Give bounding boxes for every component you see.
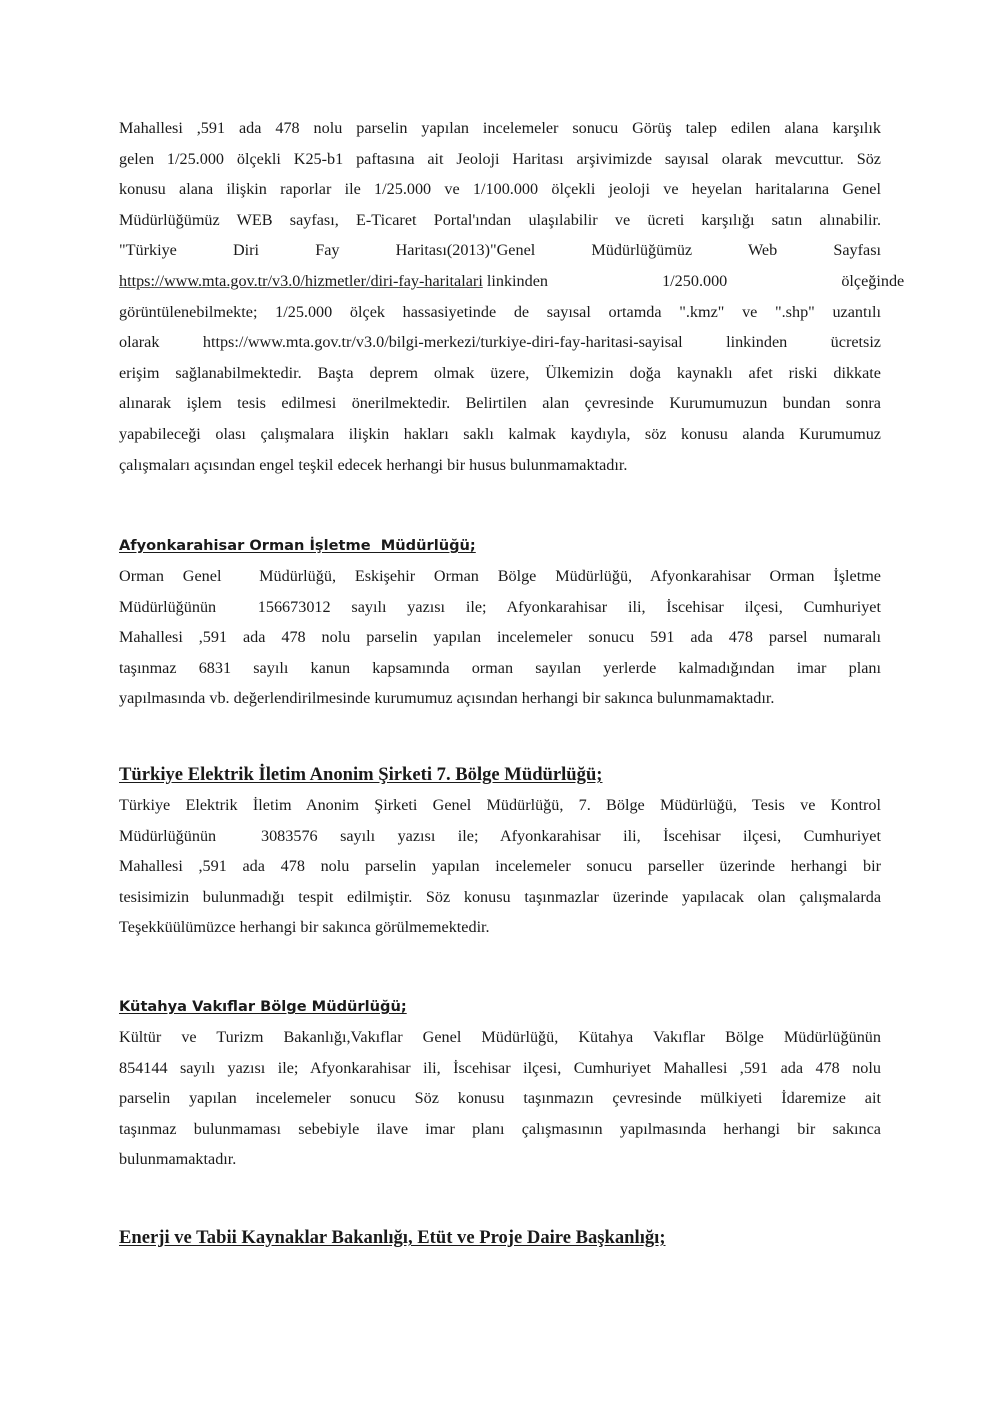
section-heading: Enerji ve Tabii Kaynaklar Bakanlığı, Etüt ve Proje Daire Başkanlığı; <box>119 1227 666 1248</box>
text-line: Kültür ve Turizm Bakanlığı,Vakıflar Genel Müdürlüğü, Kütahya Vakıflar Bölge Müdürlüğünün <box>119 1028 881 1046</box>
text-line: tesisimizin bulunmadığı tespit edilmiştir. Söz konusu taşınmazlar üzerinde yapılacak olan çalışmalarda <box>119 887 881 906</box>
section-heading: Türkiye Elektrik İletim Anonim Şirketi 7. Bölge Müdürlüğü; <box>119 764 603 785</box>
text-line: Türkiye Elektrik İletim Anonim Şirketi Genel Müdürlüğü, 7. Bölge Müdürlüğü, Tesis ve Kontrol <box>119 796 881 814</box>
section-heading: Kütahya Vakıflar Bölge Müdürlüğü; <box>119 998 407 1015</box>
text-line: gelen 1/25.000 ölçekli K25-b1 paftasına ait Jeoloji Haritası arşivimizde sayısal olarak mevcuttur. Söz <box>119 149 881 168</box>
text-line: yapılmasında vb. değerlendirilmesinde kurumumuz açısından herhangi bir sakınca bulunmamaktadır. <box>119 689 775 708</box>
section-teias <box>119 760 881 943</box>
text-line: taşınmaz bulunmaması sebebiyle ilave imar planı çalışmasının yapılmasında herhangi bir sakınca <box>119 1119 881 1138</box>
text-line: görüntülenebilmekte; 1/25.000 ölçek hassasiyetinde de sayısal ortamda ".kmz" ve ".shp" uzantılı <box>119 302 881 321</box>
section-body <box>119 790 881 943</box>
section-vakiflar <box>119 992 881 1175</box>
section-body <box>119 1022 881 1175</box>
text-line: Müdürlüğümüz WEB sayfası, E-Ticaret Portal'ından ulaşılabilir ve ücreti karşılığı satın alınabilir. <box>119 210 881 229</box>
intro-paragraph <box>119 113 905 480</box>
text-line: yapabileceği olası çalışmalara ilişkin hakları saklı kalmak kaydıyla, söz konusu alanda Kurumumuz <box>119 424 881 443</box>
link-line-rest: linkinden 1/250.000 ölçeğinde <box>486 271 905 290</box>
text-line: erişim sağlanabilmektedir. Başta deprem olmak üzere, Ülkemizin doğa kaynaklı afet riski dikkate <box>119 363 881 382</box>
text-line: 854144 sayılı yazısı ile; Afyonkarahisar ili, İscehisar ilçesi, Cumhuriyet Mahallesi ,591 ada 478 nolu <box>119 1058 881 1077</box>
text-line: Mahallesi ,591 ada 478 nolu parselin yapılan incelemeler sonucu 591 ada 478 parsel numaralı <box>119 628 881 647</box>
text-line: konusu alana ilişkin raporlar ile 1/25.000 ve 1/100.000 ölçekli jeoloji ve heyelan haritalarına Genel <box>119 180 881 199</box>
text-line: olarak https://www.mta.gov.tr/v3.0/bilgi-merkezi/turkiye-diri-fay-haritasi-sayisal linkinden ücretsiz <box>119 333 881 352</box>
text-line: Mahallesi ,591 ada 478 nolu parselin yapılan incelemeler sonucu Görüş talep edilen alana karşılık <box>119 119 881 137</box>
text-line: bulunmamaktadır. <box>119 1150 237 1169</box>
text-line: Müdürlüğünün 156673012 sayılı yazısı ile; Afyonkarahisar ili, İscehisar ilçesi, Cumhuriyet <box>119 597 881 616</box>
diri-fay-link[interactable]: https://www.mta.gov.tr/v3.0/hizmetler/diri-fay-haritalari <box>119 271 483 290</box>
section-orman <box>119 531 881 714</box>
section-body <box>119 561 881 714</box>
text-line: taşınmaz 6831 sayılı kanun kapsamında orman sayılan yerlerde kalmadığından imar planı <box>119 658 881 677</box>
text-line: "Türkiye Diri Fay Haritası(2013)"Genel Müdürlüğümüz Web Sayfası <box>119 241 881 260</box>
text-line: Orman Genel Müdürlüğü, Eskişehir Orman Bölge Müdürlüğü, Afyonkarahisar Orman İşletme <box>119 567 881 585</box>
text-line: alınarak işlem tesis edilmesi önerilmektedir. Belirtilen alan çevresinde Kurumumuzun bundan sonra <box>119 394 881 413</box>
section-heading: Afyonkarahisar Orman İşletme Müdürlüğü; <box>119 537 476 554</box>
text-line: Müdürlüğünün 3083576 sayılı yazısı ile; Afyonkarahisar ili, İscehisar ilçesi, Cumhuriyet <box>119 826 881 845</box>
text-line: Mahallesi ,591 ada 478 nolu parselin yapılan incelemeler sonucu parseller üzerinde herhangi bir <box>119 857 881 876</box>
text-line: parselin yapılan incelemeler sonucu Söz konusu taşınmazın çevresinde mülkiyeti İdaremize ait <box>119 1089 881 1108</box>
text-line: çalışmaları açısından engel teşkil edecek herhangi bir husus bulunmamaktadır. <box>119 455 628 474</box>
section-enerji <box>119 1223 881 1253</box>
link-line <box>119 266 905 297</box>
text-line: Teşekküülümüzce herhangi bir sakınca görülmemektedir. <box>119 918 490 937</box>
